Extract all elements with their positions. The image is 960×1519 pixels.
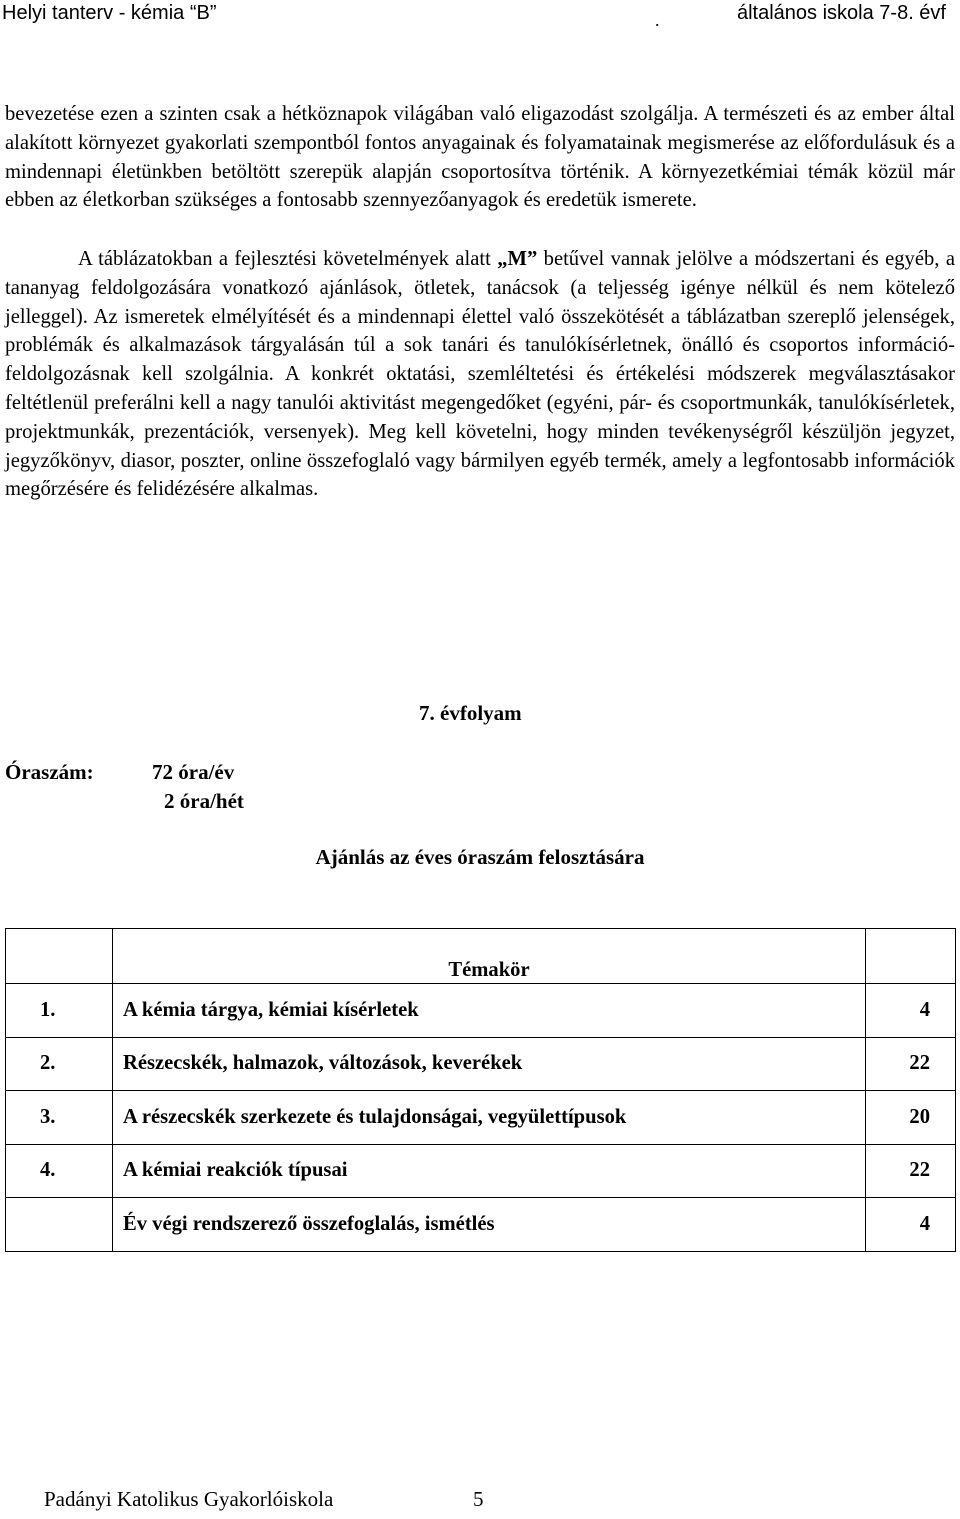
methodology-paragraph <box>5 245 955 504</box>
topic-number: 2. <box>6 1037 113 1091</box>
topic-hours: 4 <box>866 984 956 1038</box>
topic-header: Témakör <box>113 929 866 984</box>
m-mark: „M” <box>497 248 538 270</box>
table-header-row <box>6 929 956 984</box>
topic-number: 3. <box>6 1091 113 1145</box>
distribution-title: Ajánlás az éves óraszám felosztására <box>315 845 645 869</box>
topic-number <box>6 1198 113 1252</box>
hours-label: Óraszám: <box>5 760 94 784</box>
table-row <box>6 984 956 1038</box>
hours-per-week: 2 óra/hét <box>164 789 244 813</box>
topic-title: A részecskék szerkezete és tulajdonságai, vegyülettípusok <box>113 1091 866 1145</box>
header-hours-cell <box>866 929 956 984</box>
topic-hours: 4 <box>866 1198 956 1252</box>
table-row <box>6 1144 956 1198</box>
footer-school: Padányi Katolikus Gyakorlóiskola <box>44 1487 334 1511</box>
header-title: Helyi tanterv - kémia “B” <box>2 2 217 24</box>
intro-paragraph: bevezetése ezen a szinten csak a hétköznapok világában való eligazodást szolgálja. A természeti és az ember által alakított környezet gyakorlati szempontból fontos anyagainak és folyamatainak megismerése az előfordulásuk és a mindennapi életünkben betöltött szerepük alapján csoportosítva történik. A környezetkémiai témák közül már ebben az életkorban szükséges a fontosabb szennyezőanyagok és eredetük ismerete. <box>5 103 955 212</box>
topic-title: A kémiai reakciók típusai <box>113 1144 866 1198</box>
grade-title: 7. évfolyam <box>419 701 522 725</box>
topic-hours: 20 <box>866 1091 956 1145</box>
topic-title: Év végi rendszerező összefoglalás, ismétlés <box>113 1198 866 1252</box>
topics-table <box>5 928 956 1252</box>
topic-number: 1. <box>6 984 113 1038</box>
table-row <box>6 1091 956 1145</box>
table-row <box>6 1198 956 1252</box>
topic-hours: 22 <box>866 1144 956 1198</box>
header-num-cell <box>6 929 113 984</box>
topic-title: A kémia tárgya, kémiai kísérletek <box>113 984 866 1038</box>
methodology-text-rest: betűvel vannak jelölve a módszertani és egyéb, a tananyag feldolgozására vonatkozó ajánlások, ötletek, tanácsok (a teljesség igénye nélkül és nem kötelező jelleggel). Az ismeretek elmélyítését és a mindennapi élettel való összekötését a táblázatban szereplő jelenségek, problémák és alkalmazások tárgyalásán túl a sok tanári és tanulókísérletnek, önálló és csoportos információ-feldolgozásnak kell szolgálnia. A konkrét oktatási, szemléltetési és értékelési módszerek megválasztásakor feltétlenül preferálni kell a nagy tanulói aktivitást megengedőket (egyéni, pár- és csoportmunkák, tanulókísérletek, projektmunkák, prezentációk, versenyek). Meg kell követelni, hogy minden tevékenységről készüljön jegyzet, jegyzőkönyv, diasor, poszter, online összefoglaló vagy bármilyen egyéb termék, amely a legfontosabb információk megőrzésére és felidézésére alkalmas. <box>5 248 955 501</box>
table-row <box>6 1037 956 1091</box>
header-dot: . <box>655 10 660 30</box>
hours-per-year: 72 óra/év <box>152 760 235 784</box>
header-school-type: általános iskola 7-8. évf <box>736 2 946 24</box>
page-number: 5 <box>473 1487 484 1511</box>
topic-number: 4. <box>6 1144 113 1198</box>
topic-title: Részecskék, halmazok, változások, keverékek <box>113 1037 866 1091</box>
methodology-text-start: A táblázatokban a fejlesztési követelmények alatt <box>78 248 498 270</box>
topic-hours: 22 <box>866 1037 956 1091</box>
